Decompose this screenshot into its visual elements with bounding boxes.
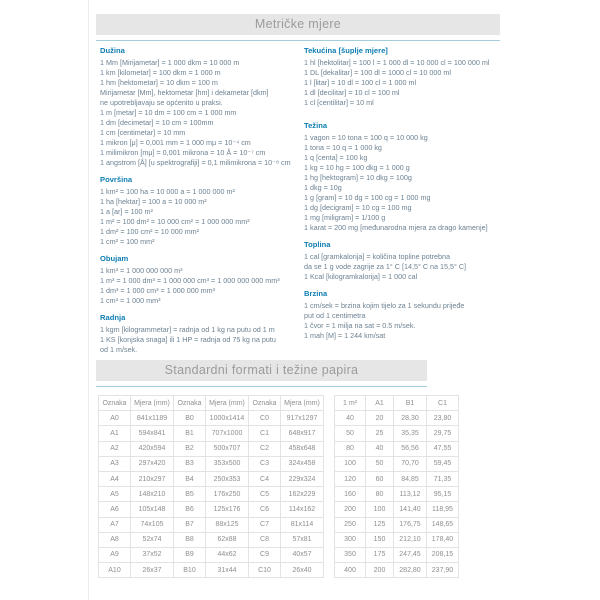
table-header-cell: C1 [427, 396, 459, 411]
table-cell: 50 [366, 456, 394, 471]
metric-section-title-bar [96, 14, 500, 35]
table-cell: 40 [335, 411, 366, 426]
table-cell: B5 [174, 487, 206, 502]
table-cell: 118,95 [427, 502, 459, 517]
table-cell: C1 [249, 426, 281, 441]
table-cell: 74x105 [131, 517, 174, 532]
table-cell: B1 [174, 426, 206, 441]
table-cell: 71,35 [427, 471, 459, 486]
table-cell: 500x707 [206, 441, 249, 456]
paper-tables [96, 387, 454, 578]
table-cell: C6 [249, 502, 281, 517]
table-cell: 350 [335, 547, 366, 562]
table-cell: 52x74 [131, 532, 174, 547]
measure-line: 1 hg [hektogram] = 10 dkg = 100g [304, 173, 412, 182]
measure-line: 1 dm³ = 1 000 cm³ = 1 000 000 mm³ [100, 286, 216, 295]
table-cell: C2 [249, 441, 281, 456]
table-cell: A0 [99, 411, 131, 426]
table-cell: 229x324 [281, 471, 324, 486]
table-cell: 114x162 [281, 502, 324, 517]
measure-line: 1 g [gram] = 10 dg = 100 cg = 1 000 mg [304, 193, 431, 202]
measure-group [304, 240, 500, 282]
measure-line: 1 DL [dekalitar] = 100 dl = 1000 cl = 10 000 ml [304, 68, 451, 77]
measure-group-heading: Težina [304, 121, 328, 130]
table-header-cell: Mjera (mm) [131, 396, 174, 411]
table-row [99, 441, 324, 456]
table-cell: A10 [99, 563, 131, 578]
table-cell: 160 [335, 487, 366, 502]
table-cell: 125 [366, 517, 394, 532]
table-cell: 162x229 [281, 487, 324, 502]
metric-section-title: Metričke mjere [254, 17, 342, 31]
table-cell: 175 [366, 547, 394, 562]
table-cell: 237,90 [427, 563, 459, 578]
measure-line: 1 mg [miligram] = 1/100 g [304, 213, 386, 222]
table-cell: B2 [174, 441, 206, 456]
table-row [335, 441, 459, 456]
table-cell: 62x88 [206, 532, 249, 547]
metric-column-left [96, 46, 304, 362]
table-cell: C5 [249, 487, 281, 502]
measure-group-heading: Obujam [100, 254, 129, 263]
table-row [335, 532, 459, 547]
measure-line: 1 dm [decimetar] = 10 cm = 100mm [100, 118, 214, 127]
table-cell: 176,75 [394, 517, 427, 532]
table-cell: 105x148 [131, 502, 174, 517]
measure-group [304, 46, 500, 108]
table-row [99, 547, 324, 562]
table-cell: 324x458 [281, 456, 324, 471]
table-header-row [99, 396, 324, 411]
measure-line: Mirijametar [Mm], hektometar [hm] i dekametar [dkm] [100, 88, 269, 97]
table-cell: 176x250 [206, 487, 249, 502]
page-left-divider [88, 0, 89, 600]
table-cell: 247,45 [394, 547, 427, 562]
table-row [335, 563, 459, 578]
table-row [335, 517, 459, 532]
measure-line: 1 Kcal [kilogramkalorija] = 1 000 cal [304, 272, 418, 281]
table-cell: B3 [174, 456, 206, 471]
measure-line: 1 dkg = 10g [304, 183, 342, 192]
paper-weights-table [334, 395, 459, 578]
table-header-cell: Oznaka [174, 396, 206, 411]
table-cell: 20 [366, 411, 394, 426]
table-row [335, 487, 459, 502]
measure-group [304, 121, 500, 233]
table-cell: A8 [99, 532, 131, 547]
paper-formats-section [96, 360, 454, 578]
table-cell: 40 [366, 441, 394, 456]
table-cell: 420x594 [131, 441, 174, 456]
table-row [99, 411, 324, 426]
table-cell: 210x297 [131, 471, 174, 486]
table-cell: 37x52 [131, 547, 174, 562]
measure-line: 1 hm [hektometar] = 10 dkm = 100 m [100, 78, 218, 87]
table-cell: 35,35 [394, 426, 427, 441]
table-cell: 88x125 [206, 517, 249, 532]
measure-line: da se 1 g vode zagrije za 1° C [14,5° C na 15,5° C] [304, 262, 467, 271]
table-row [99, 487, 324, 502]
table-cell: 47,55 [427, 441, 459, 456]
table-cell: C7 [249, 517, 281, 532]
table-cell: 200 [366, 563, 394, 578]
table-cell: 458x648 [281, 441, 324, 456]
measure-line: 1 q [centa] = 100 kg [304, 153, 368, 162]
measure-group-heading: Tekućina [šuplje mjere] [304, 46, 388, 55]
measure-line: 1 km [kilometar] = 100 dkm = 1 000 m [100, 68, 221, 77]
measure-line: 1 vagon = 10 tona = 100 q = 10 000 kg [304, 133, 428, 142]
table-cell: 56,56 [394, 441, 427, 456]
table-cell: A2 [99, 441, 131, 456]
table-cell: B4 [174, 471, 206, 486]
measure-line: 1 hl [hektolitar] = 100 l = 1 000 dl = 10 000 cl = 100 000 ml [304, 58, 490, 67]
table-row [99, 517, 324, 532]
table-header-cell: Oznaka [249, 396, 281, 411]
measure-line: od 1 m/sek. [100, 345, 138, 354]
measure-line: 1 cl [centilitar] = 10 ml [304, 98, 374, 107]
measure-line: 1 mikron [μ] = 0,001 mm = 1 000 mμ = 10⁻⁴ cm [100, 138, 251, 147]
measure-group-heading: Radnja [100, 313, 126, 322]
measure-group [100, 313, 304, 355]
table-cell: 917x1297 [281, 411, 324, 426]
table-cell: 1000x1414 [206, 411, 249, 426]
measure-line: 1 cm² = 100 mm² [100, 237, 155, 246]
table-cell: A3 [99, 456, 131, 471]
table-cell: 120 [335, 471, 366, 486]
measure-line: 1 čvor = 1 milja na sat = 0.5 m/sek. [304, 321, 416, 330]
table-cell: 95,15 [427, 487, 459, 502]
table-cell: 594x841 [131, 426, 174, 441]
paper-section-title: Standardni formati i težine papira [164, 363, 359, 377]
measure-line: ne upotrebljavaju se općenito u praksi. [100, 98, 223, 107]
table-cell: A4 [99, 471, 131, 486]
table-cell: 80 [335, 441, 366, 456]
table-cell: 148x210 [131, 487, 174, 502]
table-cell: C0 [249, 411, 281, 426]
table-header-cell: Oznaka [99, 396, 131, 411]
table-cell: 353x500 [206, 456, 249, 471]
table-cell: 208,15 [427, 547, 459, 562]
table-cell: 40x57 [281, 547, 324, 562]
table-cell: B0 [174, 411, 206, 426]
table-cell: 50 [335, 426, 366, 441]
measure-line: 1 a [ar] = 100 m² [100, 207, 153, 216]
table-cell: 29,75 [427, 426, 459, 441]
table-cell: A1 [99, 426, 131, 441]
table-row [99, 426, 324, 441]
table-cell: 44x62 [206, 547, 249, 562]
measure-line: 1 Mm [Mirijametar] = 1 000 dkm = 10 000 m [100, 58, 240, 67]
table-cell: C3 [249, 456, 281, 471]
table-cell: C8 [249, 532, 281, 547]
table-cell: 250 [335, 517, 366, 532]
measure-line: 1 l [litar] = 10 dl = 100 cl = 1 000 ml [304, 78, 417, 87]
table-cell: A7 [99, 517, 131, 532]
measure-line: 1 angstrom [Å] [u spektrografiji] = 0,1 milimikrona = 10⁻⁸ cm [100, 158, 291, 167]
table-cell: A5 [99, 487, 131, 502]
table-cell: 200 [335, 502, 366, 517]
table-cell: 70,70 [394, 456, 427, 471]
table-cell: 300 [335, 532, 366, 547]
table-cell: 282,80 [394, 563, 427, 578]
measure-line: 1 kg = 10 hg = 100 dkg = 1 000 g [304, 163, 410, 172]
measure-line: 1 cm/sek = brzina kojim tijelo za 1 sekundu prijeđe [304, 301, 465, 310]
table-cell: 31x44 [206, 563, 249, 578]
measure-line: 1 dg [decigram] = 10 cg = 100 mg [304, 203, 412, 212]
paper-formats-table [98, 395, 324, 578]
table-row [335, 471, 459, 486]
table-row [335, 411, 459, 426]
table-header-cell: Mjera (mm) [281, 396, 324, 411]
table-cell: 150 [366, 532, 394, 547]
table-cell: C9 [249, 547, 281, 562]
table-header-cell: 1 m² [335, 396, 366, 411]
table-row [335, 426, 459, 441]
measure-line: 1 tona = 10 q = 1 000 kg [304, 143, 382, 152]
table-cell: 26x37 [131, 563, 174, 578]
metric-columns [96, 41, 500, 362]
table-cell: B6 [174, 502, 206, 517]
table-cell: A6 [99, 502, 131, 517]
measure-group-heading: Toplina [304, 240, 331, 249]
measure-group-heading: Brzina [304, 289, 328, 298]
measure-line: 1 m² = 100 dm² = 10 000 cm² = 1 000 000 mm² [100, 217, 250, 226]
measure-line: 1 karat = 200 mg [međunarodna mjera za drago kamenje] [304, 223, 488, 232]
table-cell: A9 [99, 547, 131, 562]
table-cell: 84,85 [394, 471, 427, 486]
table-cell: 113,12 [394, 487, 427, 502]
measure-line: 1 ha [hektar] = 100 a = 10 000 m² [100, 197, 207, 206]
table-header-cell: B1 [394, 396, 427, 411]
table-cell: B10 [174, 563, 206, 578]
table-header-cell: A1 [366, 396, 394, 411]
table-cell: B9 [174, 547, 206, 562]
table-cell: 148,65 [427, 517, 459, 532]
metric-measures-section [96, 14, 500, 362]
table-header-cell: Mjera (mm) [206, 396, 249, 411]
table-cell: 57x81 [281, 532, 324, 547]
measure-group-heading: Dužina [100, 46, 125, 55]
table-cell: 60 [366, 471, 394, 486]
measure-line: 1 KS [konjska snaga] ili 1 HP = radnja od 75 kg na putu [100, 335, 276, 344]
measure-line: 1 cal [gramkalorija] = količina topline potrebna [304, 252, 451, 261]
table-cell: 297x420 [131, 456, 174, 471]
measure-group [100, 175, 304, 247]
table-cell: 250x353 [206, 471, 249, 486]
table-cell: 400 [335, 563, 366, 578]
table-row [99, 502, 324, 517]
measure-group-heading: Površina [100, 175, 133, 184]
table-cell: B7 [174, 517, 206, 532]
measure-group [100, 254, 304, 306]
table-cell: 28,30 [394, 411, 427, 426]
table-cell: 707x1000 [206, 426, 249, 441]
table-cell: 648x917 [281, 426, 324, 441]
measure-line: 1 cm [centimetar] = 10 mm [100, 128, 186, 137]
table-cell: B8 [174, 532, 206, 547]
table-cell: 26x40 [281, 563, 324, 578]
table-cell: 141,40 [394, 502, 427, 517]
measure-line: 1 km³ = 1 000 000 000 m³ [100, 266, 183, 275]
measure-line: put od 1 centimetra [304, 311, 366, 320]
table-cell: 81x114 [281, 517, 324, 532]
table-cell: C10 [249, 563, 281, 578]
measure-line: 1 milimikron [mμ] = 0,001 mikrona = 10 Å = 10⁻⁷ cm [100, 148, 266, 157]
paper-section-title-bar [96, 360, 427, 381]
table-row [99, 456, 324, 471]
table-cell: 59,45 [427, 456, 459, 471]
table-cell: 100 [366, 502, 394, 517]
table-cell: 125x176 [206, 502, 249, 517]
table-row [335, 547, 459, 562]
measure-line: 1 km² = 100 ha = 10 000 a = 1 000 000 m² [100, 187, 235, 196]
table-cell: 841x1189 [131, 411, 174, 426]
table-header-row [335, 396, 459, 411]
metric-column-right [304, 46, 500, 362]
measure-group [304, 289, 500, 341]
table-row [99, 532, 324, 547]
measure-line: 1 cm³ = 1 000 mm³ [100, 296, 161, 305]
table-row [99, 471, 324, 486]
measure-line: 1 dm² = 100 cm² = 10 000 mm² [100, 227, 200, 236]
measure-line: 1 m [metar] = 10 dm = 100 cm = 1 000 mm [100, 108, 237, 117]
table-cell: 100 [335, 456, 366, 471]
table-cell: 23,80 [427, 411, 459, 426]
table-cell: 25 [366, 426, 394, 441]
table-cell: C4 [249, 471, 281, 486]
table-row [99, 563, 324, 578]
measure-line: 1 kgm [kilogrammetar] = radnja od 1 kg na putu od 1 m [100, 325, 275, 334]
measure-line: 1 dl [decilitar] = 10 cl = 100 ml [304, 88, 400, 97]
table-row [335, 456, 459, 471]
table-row [335, 502, 459, 517]
table-cell: 212,10 [394, 532, 427, 547]
table-cell: 80 [366, 487, 394, 502]
table-cell: 178,40 [427, 532, 459, 547]
measure-line: 1 mah [M] = 1 244 km/sat [304, 331, 386, 340]
measure-line: 1 m³ = 1 000 dm³ = 1 000 000 cm³ = 1 000 000 000 mm³ [100, 276, 280, 285]
measure-group [100, 46, 304, 168]
